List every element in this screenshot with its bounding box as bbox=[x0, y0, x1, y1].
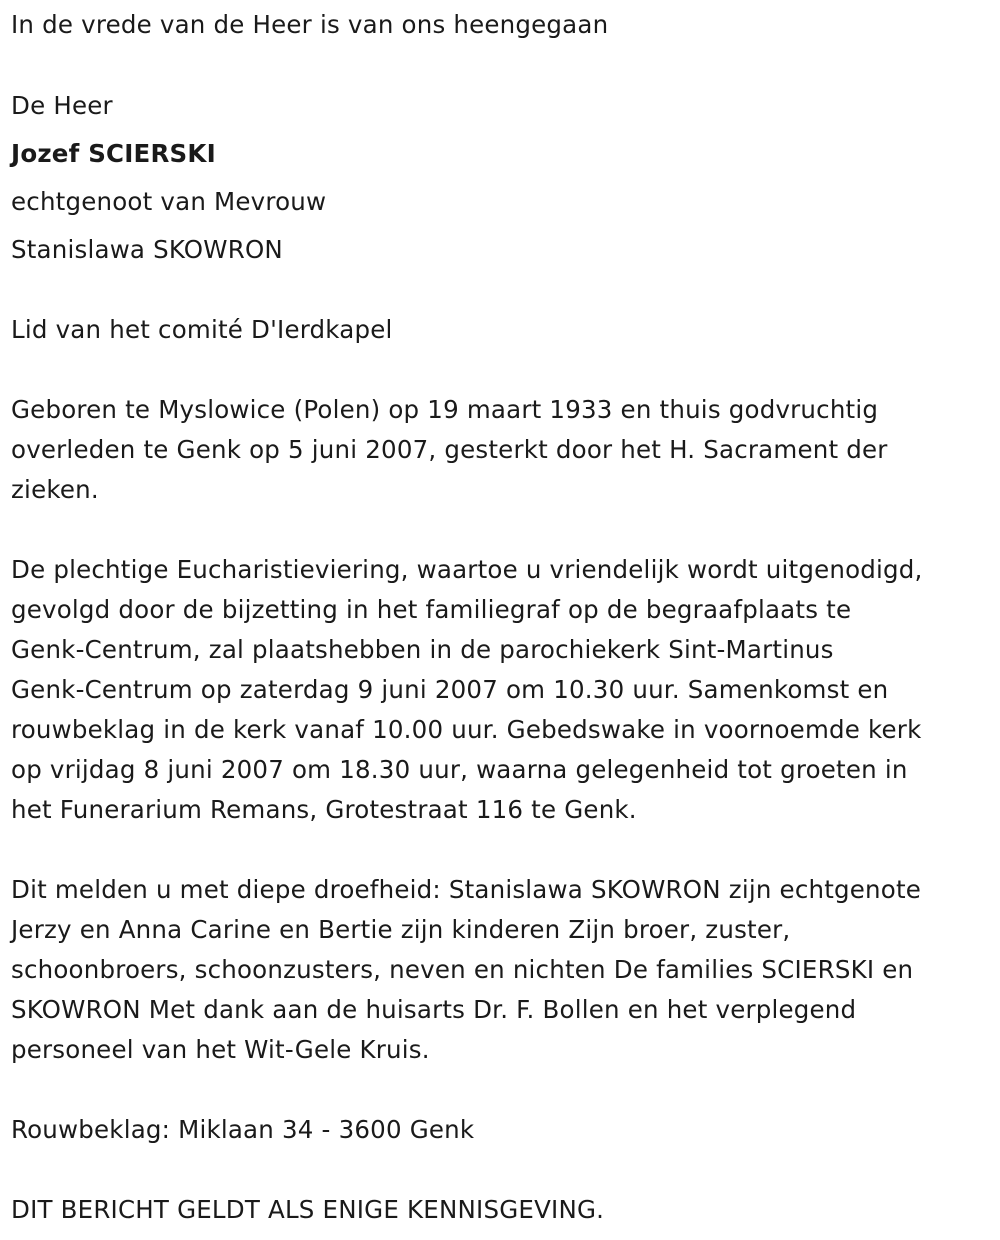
ceremony-line: rouwbeklag in de kerk vanaf 10.00 uur. Gebedswake in voornoemde kerk bbox=[11, 715, 922, 744]
birth-death-line: overleden te Genk op 5 juni 2007, gesterkt door het H. Sacrament der bbox=[11, 435, 888, 464]
family-line: schoonbroers, schoonzusters, neven en nichten De families SCIERSKI en bbox=[11, 955, 914, 984]
ceremony-line: Genk-Centrum, zal plaatshebben in de parochiekerk Sint-Martinus bbox=[11, 635, 834, 664]
ceremony-line: Genk-Centrum op zaterdag 9 juni 2007 om 10.30 uur. Samenkomst en bbox=[11, 675, 889, 704]
ceremony-line: gevolgd door de bijzetting in het familiegraf op de begraafplaats te bbox=[11, 595, 852, 624]
membership-line: Lid van het comité D'Ierdkapel bbox=[11, 315, 393, 344]
birth-death-line: Geboren te Myslowice (Polen) op 19 maart 1933 en thuis godvruchtig bbox=[11, 395, 879, 424]
title-prefix: De Heer bbox=[11, 91, 113, 120]
birth-death-paragraph bbox=[11, 390, 996, 510]
ceremony-line: De plechtige Eucharistieviering, waartoe u vriendelijk wordt uitgenodigd, bbox=[11, 555, 923, 584]
family-line: SKOWRON Met dank aan de huisarts Dr. F. Bollen en het verplegend bbox=[11, 995, 857, 1024]
family-paragraph bbox=[11, 870, 996, 1070]
ceremony-line: het Funerarium Remans, Grotestraat 116 te Genk. bbox=[11, 795, 637, 824]
family-line: Dit melden u met diepe droefheid: Stanislawa SKOWRON zijn echtgenote bbox=[11, 875, 922, 904]
family-line: personeel van het Wit-Gele Kruis. bbox=[11, 1035, 430, 1064]
condolence-address: Rouwbeklag: Miklaan 34 - 3600 Genk bbox=[11, 1115, 475, 1144]
ceremony-paragraph bbox=[11, 550, 996, 830]
deceased-name: Jozef SCIERSKI bbox=[11, 139, 216, 168]
ceremony-line: op vrijdag 8 juni 2007 om 18.30 uur, waarna gelegenheid tot groeten in bbox=[11, 755, 908, 784]
closing-statement: DIT BERICHT GELDT ALS ENIGE KENNISGEVING. bbox=[11, 1195, 605, 1224]
intro-line: In de vrede van de Heer is van ons heengegaan bbox=[11, 10, 609, 39]
family-line: Jerzy en Anna Carine en Bertie zijn kinderen Zijn broer, zuster, bbox=[11, 915, 791, 944]
spouse-label: echtgenoot van Mevrouw bbox=[11, 187, 327, 216]
birth-death-line: zieken. bbox=[11, 475, 99, 504]
spouse-name: Stanislawa SKOWRON bbox=[11, 235, 283, 264]
